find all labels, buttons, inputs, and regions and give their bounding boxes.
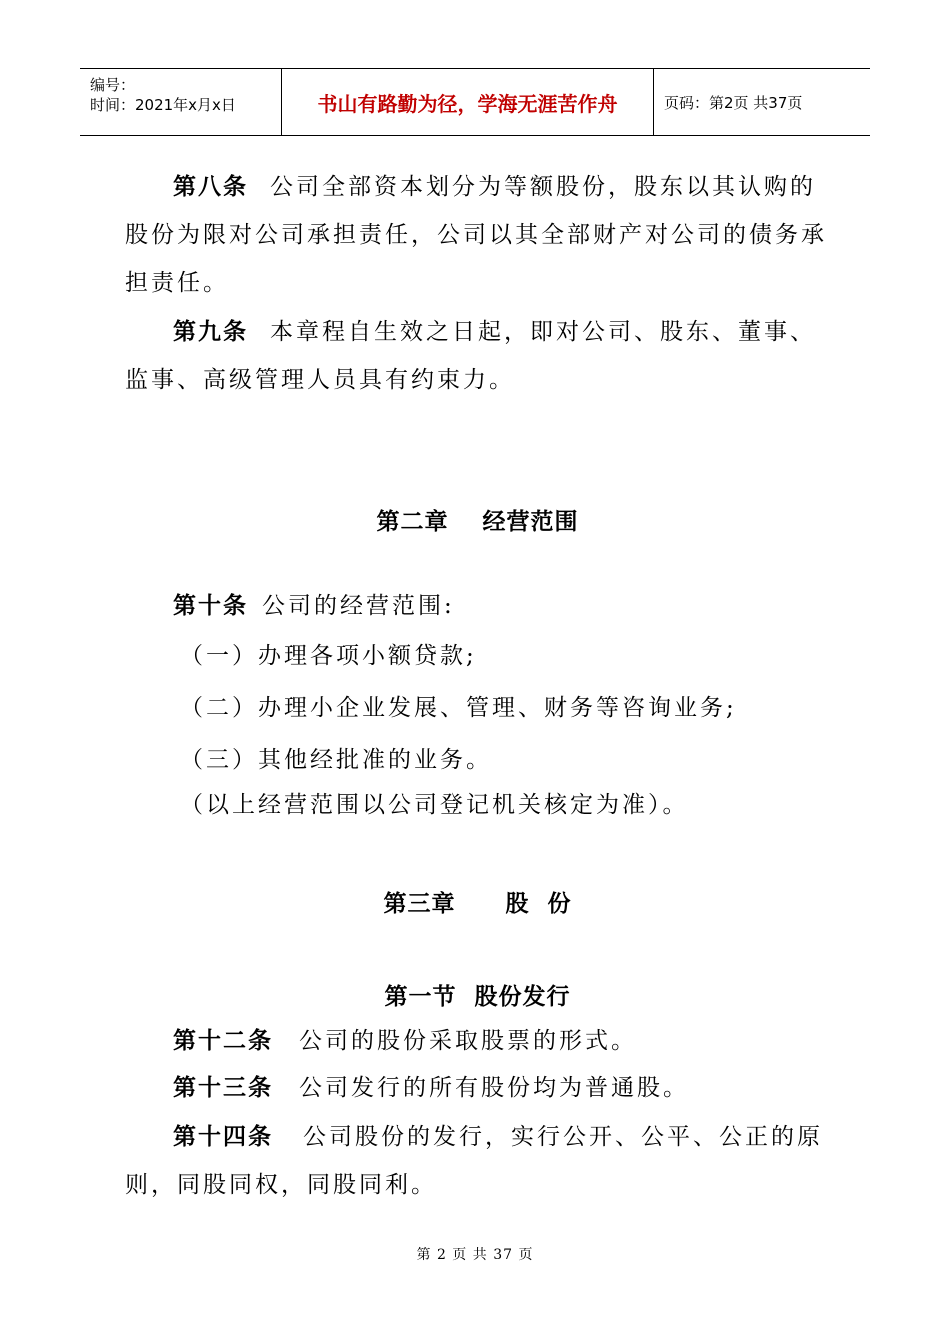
article-10-item-1: （一）办理各项小额贷款; bbox=[180, 643, 477, 669]
article-14-text: 公司股份的发行，实行公开、公平、公正的原 bbox=[303, 1124, 823, 1150]
article-10-text: 公司的经营范围: bbox=[262, 593, 455, 619]
article-10-note: （以上经营范围以公司登记机关核定为准）。 bbox=[180, 792, 689, 818]
section-1-heading bbox=[125, 978, 830, 1011]
section-1-name: 股份发行 bbox=[474, 984, 571, 1010]
chapter-2-heading bbox=[125, 503, 830, 536]
chapter-3-heading bbox=[125, 885, 830, 918]
article-13-text: 公司发行的所有股份均为普通股。 bbox=[299, 1075, 689, 1101]
article-10-item-3: （三）其他经批准的业务。 bbox=[180, 747, 492, 773]
article-8-line-1 bbox=[125, 163, 830, 211]
article-10-line-1 bbox=[125, 582, 830, 630]
document-time-label: 时间：2021年x月x日 bbox=[90, 96, 236, 114]
article-12-title: 第十二条 bbox=[173, 1028, 273, 1054]
article-12 bbox=[125, 1017, 830, 1065]
article-9-line-1 bbox=[125, 308, 830, 356]
chapter-2-number: 第二章 bbox=[376, 509, 449, 535]
chapter-3-number: 第三章 bbox=[383, 891, 456, 917]
section-1-number: 第一节 bbox=[384, 984, 457, 1010]
article-9-line-2: 监事、高级管理人员具有约束力。 bbox=[125, 367, 515, 393]
header-meta bbox=[80, 69, 282, 135]
article-9-text: 本章程自生效之日起，即对公司、股东、董事、 bbox=[270, 319, 816, 345]
article-8-text: 公司全部资本划分为等额股份，股东以其认购的 bbox=[270, 174, 816, 200]
header-page-info: 页码：第2页 共37页 bbox=[664, 93, 803, 112]
article-13-title: 第十三条 bbox=[173, 1075, 273, 1101]
article-8-title: 第八条 bbox=[173, 174, 248, 200]
document-header bbox=[80, 68, 870, 136]
article-8-line-3: 担责任。 bbox=[125, 270, 229, 296]
chapter-2-name: 经营范围 bbox=[482, 509, 579, 535]
article-10-title: 第十条 bbox=[173, 593, 248, 619]
header-motto: 书山有路勤为径，学海无涯苦作舟 bbox=[282, 69, 654, 135]
page-footer: 第 2 页 共 37 页 bbox=[416, 1247, 534, 1263]
article-10-item-2: （二）办理小企业发展、管理、财务等咨询业务; bbox=[180, 695, 737, 721]
chapter-3-name: 股 份 bbox=[505, 891, 572, 917]
document-number-label: 编号： bbox=[90, 76, 136, 94]
article-13 bbox=[125, 1064, 830, 1112]
article-14-line-2: 则，同股同权，同股同利。 bbox=[125, 1172, 437, 1198]
article-14-line-1 bbox=[125, 1113, 830, 1161]
article-9-title: 第九条 bbox=[173, 319, 248, 345]
article-8-line-2: 股份为限对公司承担责任，公司以其全部财产对公司的债务承 bbox=[125, 222, 827, 248]
article-12-text: 公司的股份采取股票的形式。 bbox=[299, 1028, 637, 1054]
article-14-title: 第十四条 bbox=[173, 1124, 273, 1150]
